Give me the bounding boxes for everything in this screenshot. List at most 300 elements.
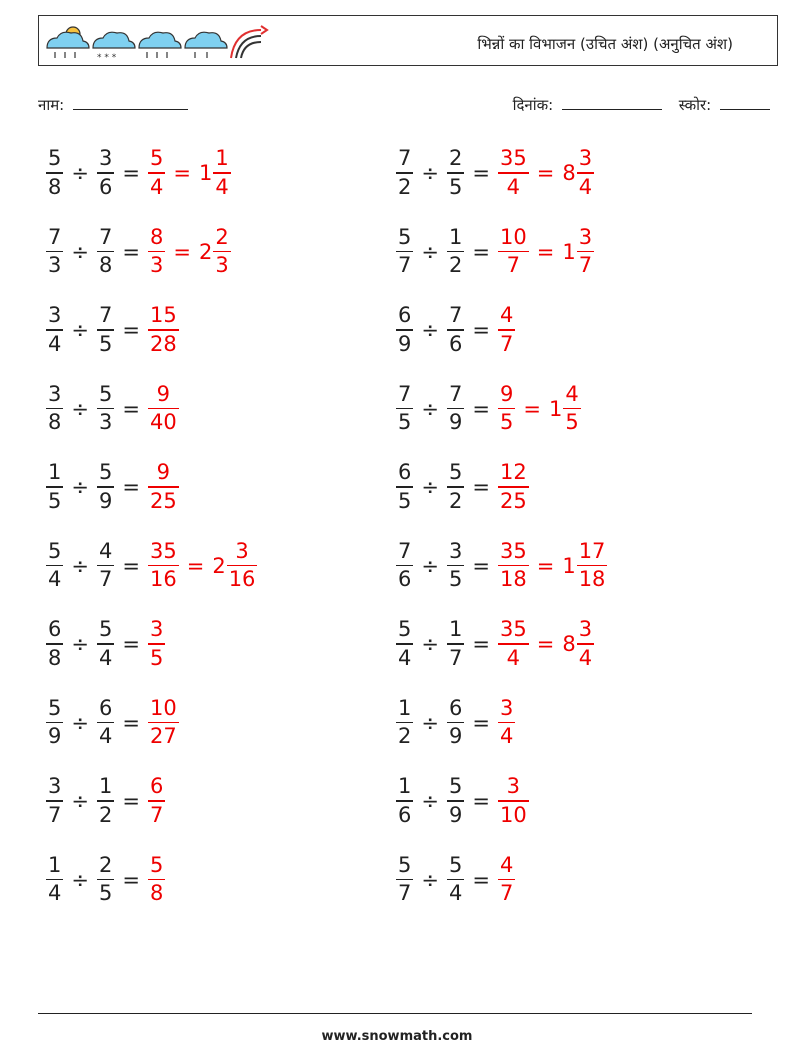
dividend-fraction-numerator: 7 [398, 381, 412, 406]
sun-cloud-icon [47, 27, 89, 58]
dividend-fraction-numerator: 7 [398, 538, 412, 563]
mixed-whole: 8 [562, 161, 576, 185]
problem-10 [396, 454, 529, 520]
answer-fraction [498, 462, 529, 512]
answer-fraction-numerator: 9 [156, 381, 171, 406]
footer-url: www.snowmath.com [321, 1029, 473, 1044]
dividend-fraction [396, 776, 413, 826]
mixed-denominator: 16 [228, 567, 256, 592]
answer-equals-sign: = [536, 161, 555, 185]
divisor-fraction-denominator: 7 [98, 567, 113, 592]
mixed-denominator: 18 [578, 567, 606, 592]
divisor-fraction-denominator: 5 [98, 881, 113, 906]
answer-fraction-denominator: 5 [149, 645, 164, 670]
divisor-fraction-numerator: 6 [448, 695, 463, 720]
mixed-fraction [577, 538, 608, 592]
dividend-fraction-numerator: 1 [48, 460, 62, 485]
answer [148, 224, 231, 278]
equals-sign: = [122, 396, 140, 421]
answer-fraction-numerator: 3 [149, 617, 164, 642]
divisor-fraction [97, 462, 114, 512]
divisor-fraction-denominator: 4 [98, 724, 113, 749]
dividend-fraction-denominator: 7 [398, 253, 412, 278]
answer [148, 695, 179, 749]
divide-sign: ÷ [71, 789, 89, 813]
answer [498, 538, 607, 592]
mixed-whole: 1 [562, 553, 576, 578]
problem-20 [396, 847, 515, 913]
mixed-fraction [227, 538, 258, 592]
answer-fraction-denominator: 28 [149, 331, 177, 356]
problem-11 [46, 533, 257, 599]
equals-sign: = [122, 239, 140, 264]
answer-fraction-numerator: 35 [499, 617, 527, 642]
divide-sign: ÷ [421, 239, 439, 264]
answer-fraction-denominator: 10 [499, 802, 527, 827]
mixed-denominator: 4 [578, 645, 593, 670]
divisor-fraction [447, 538, 464, 592]
answer-fraction-denominator: 4 [499, 724, 514, 749]
dividend-fraction [396, 538, 413, 592]
answer [498, 224, 594, 278]
mixed-numerator: 1 [215, 146, 229, 171]
dividend-fraction [46, 462, 63, 512]
answer-fraction [148, 224, 165, 278]
equals-sign: = [472, 710, 490, 735]
answer-fraction-denominator: 7 [149, 802, 164, 827]
dividend-fraction-denominator: 9 [48, 724, 62, 749]
answer [148, 538, 257, 592]
problem-7 [46, 376, 179, 442]
divide-sign: ÷ [421, 161, 439, 185]
mixed-denominator: 3 [215, 253, 229, 278]
dividend-fraction [396, 224, 413, 278]
dividend-fraction [46, 381, 63, 435]
dividend-fraction-denominator: 8 [48, 174, 62, 199]
dividend-fraction-numerator: 6 [398, 460, 412, 485]
dividend-fraction-denominator: 5 [398, 410, 412, 435]
divide-sign: ÷ [71, 710, 89, 735]
dividend-fraction-numerator: 5 [398, 852, 412, 877]
answer-fraction [498, 852, 515, 906]
mixed-fraction [577, 619, 594, 669]
divide-sign: ÷ [71, 318, 89, 342]
divide-sign: ÷ [71, 396, 89, 421]
divisor-fraction [97, 695, 114, 749]
dividend-fraction-denominator: 4 [48, 881, 62, 906]
problem-15 [46, 690, 179, 756]
divisor-fraction-numerator: 7 [98, 303, 113, 328]
divide-sign: ÷ [421, 710, 439, 735]
divisor-fraction-numerator: 5 [98, 617, 113, 642]
divide-sign: ÷ [71, 239, 89, 264]
divisor-fraction-denominator: 2 [98, 802, 113, 827]
problem-1 [46, 140, 231, 206]
divisor-fraction [97, 381, 114, 435]
divisor-fraction-denominator: 2 [448, 253, 463, 278]
divisor-fraction-denominator: 4 [98, 645, 113, 670]
dividend-fraction-denominator: 5 [398, 488, 412, 513]
dividend-fraction [46, 224, 63, 278]
equals-sign: = [472, 161, 490, 185]
divisor-fraction-numerator: 2 [98, 852, 113, 877]
answer-fraction-numerator: 10 [149, 695, 177, 720]
divisor-fraction-numerator: 3 [98, 146, 113, 171]
equals-sign: = [122, 789, 140, 813]
dividend-fraction-numerator: 1 [398, 695, 412, 720]
problem-19 [46, 847, 165, 913]
divisor-fraction [97, 619, 114, 669]
divisor-fraction-denominator: 7 [448, 645, 463, 670]
divisor-fraction-denominator: 6 [98, 174, 113, 199]
problem-17 [46, 768, 165, 834]
dividend-fraction-numerator: 3 [48, 381, 62, 406]
answer [498, 852, 515, 906]
equals-sign: = [472, 396, 490, 421]
dividend-fraction-numerator: 6 [48, 617, 62, 642]
answer-fraction-numerator: 4 [499, 303, 514, 328]
divisor-fraction-numerator: 4 [98, 538, 113, 563]
equals-sign: = [122, 475, 140, 499]
answer-fraction-numerator: 3 [499, 695, 514, 720]
answer-fraction-numerator: 9 [156, 460, 171, 485]
mixed-denominator: 4 [215, 174, 229, 199]
equals-sign: = [472, 553, 490, 578]
answer [148, 619, 165, 669]
answer-fraction-numerator: 9 [499, 381, 514, 406]
dividend-fraction-denominator: 8 [48, 410, 62, 435]
divisor-fraction-denominator: 6 [448, 331, 463, 356]
equals-sign: = [472, 475, 490, 499]
mixed-fraction [577, 148, 594, 198]
answer-fraction-denominator: 8 [149, 881, 164, 906]
mixed-numerator: 3 [235, 538, 249, 563]
divisor-fraction [447, 305, 464, 355]
dividend-fraction-denominator: 8 [48, 645, 62, 670]
answer-fraction [498, 148, 529, 198]
score-label: स्कोर: [678, 96, 712, 114]
divisor-fraction-numerator: 5 [448, 852, 463, 877]
answer [498, 381, 581, 435]
dividend-fraction-numerator: 7 [48, 224, 62, 249]
date-score-fields [513, 95, 770, 115]
date-line [562, 95, 662, 110]
mixed-denominator: 7 [578, 253, 593, 278]
answer-fraction [498, 619, 529, 669]
problem-4 [396, 219, 594, 285]
divisor-fraction-denominator: 8 [98, 253, 113, 278]
mixed-numerator: 4 [565, 381, 579, 406]
mixed-numerator: 17 [578, 538, 606, 563]
rainbow-icon [231, 26, 267, 58]
answer [498, 695, 515, 749]
answer-fraction [148, 619, 165, 669]
equals-sign: = [122, 161, 140, 185]
answer-equals-sign: = [536, 553, 555, 578]
problem-16 [396, 690, 515, 756]
dividend-fraction-denominator: 2 [398, 724, 412, 749]
answer-fraction-numerator: 6 [149, 774, 164, 799]
answer-fraction-denominator: 25 [149, 488, 177, 513]
dividend-fraction [396, 695, 413, 749]
mixed-whole: 2 [198, 239, 213, 264]
answer-fraction-numerator: 35 [499, 146, 527, 171]
problem-3 [46, 219, 231, 285]
equals-sign: = [122, 632, 140, 656]
answer-equals-sign: = [186, 553, 205, 578]
divisor-fraction [97, 852, 114, 906]
dividend-fraction-denominator: 7 [398, 881, 412, 906]
mixed-whole: 1 [198, 161, 213, 185]
answer [498, 305, 515, 355]
dividend-fraction [46, 148, 63, 198]
answer-equals-sign: = [536, 239, 555, 264]
divide-sign: ÷ [421, 789, 439, 813]
equals-sign: = [472, 789, 490, 813]
mixed-fraction [213, 224, 230, 278]
mixed-fraction [563, 381, 580, 435]
snow-cloud-icon [93, 32, 135, 63]
answer-fraction [498, 305, 515, 355]
dividend-fraction-numerator: 1 [48, 852, 62, 877]
answer [498, 619, 594, 669]
answer-fraction-numerator: 35 [499, 538, 527, 563]
problem-5 [46, 297, 179, 363]
answer-fraction-numerator: 3 [506, 774, 521, 799]
divisor-fraction-numerator: 5 [448, 774, 463, 799]
divisor-fraction [97, 224, 114, 278]
equals-sign: = [122, 867, 140, 892]
answer-fraction [148, 381, 179, 435]
answer-fraction-denominator: 25 [499, 488, 527, 513]
answer-equals-sign: = [173, 239, 191, 264]
answer-fraction-denominator: 4 [506, 174, 521, 199]
divide-sign: ÷ [71, 632, 89, 656]
mixed-numerator: 2 [215, 224, 229, 249]
problem-6 [396, 297, 515, 363]
divisor-fraction-numerator: 3 [448, 538, 463, 563]
answer-fraction-numerator: 10 [499, 224, 527, 249]
answer-fraction [498, 381, 515, 435]
divisor-fraction [447, 462, 464, 512]
mixed-numerator: 3 [578, 146, 593, 171]
answer-fraction-numerator: 5 [149, 852, 164, 877]
dividend-fraction [396, 462, 413, 512]
divisor-fraction-denominator: 5 [448, 174, 463, 199]
name-label: नाम: [38, 96, 65, 114]
mixed-denominator: 5 [565, 410, 579, 435]
dividend-fraction-denominator: 7 [48, 802, 62, 827]
divisor-fraction-numerator: 1 [448, 224, 463, 249]
dividend-fraction-numerator: 1 [398, 774, 412, 799]
dividend-fraction [46, 695, 63, 749]
answer-fraction [148, 462, 179, 512]
answer-fraction-numerator: 8 [149, 224, 164, 249]
dividend-fraction-numerator: 5 [398, 617, 412, 642]
equals-sign: = [122, 318, 140, 342]
score-line [720, 95, 770, 110]
dividend-fraction-denominator: 6 [398, 802, 412, 827]
divisor-fraction [97, 305, 114, 355]
dividend-fraction-denominator: 4 [398, 645, 412, 670]
storm-cloud-icon [185, 32, 227, 58]
divisor-fraction-denominator: 4 [448, 881, 463, 906]
answer-equals-sign: = [523, 396, 541, 421]
equals-sign: = [472, 318, 490, 342]
answer-fraction [498, 695, 515, 749]
rain-cloud-icon [139, 32, 181, 58]
divisor-fraction-numerator: 7 [448, 303, 463, 328]
answer-fraction-numerator: 35 [149, 538, 177, 563]
dividend-fraction-numerator: 3 [48, 774, 62, 799]
dividend-fraction-denominator: 6 [398, 567, 412, 592]
dividend-fraction [46, 776, 63, 826]
divisor-fraction-denominator: 9 [448, 802, 463, 827]
mixed-whole: 8 [562, 632, 576, 656]
dividend-fraction [46, 305, 63, 355]
divisor-fraction-denominator: 2 [448, 488, 463, 513]
name-field [38, 95, 188, 115]
dividend-fraction-numerator: 7 [398, 146, 412, 171]
dividend-fraction [46, 852, 63, 906]
answer-fraction-numerator: 4 [499, 852, 514, 877]
divisor-fraction-denominator: 5 [448, 567, 463, 592]
divisor-fraction-denominator: 5 [98, 331, 113, 356]
answer-fraction-numerator: 15 [149, 303, 177, 328]
divisor-fraction [447, 776, 464, 826]
mixed-numerator: 3 [578, 224, 593, 249]
answer-fraction-denominator: 27 [149, 724, 177, 749]
divisor-fraction [447, 619, 464, 669]
divisor-fraction [97, 538, 114, 592]
dividend-fraction-denominator: 5 [48, 488, 62, 513]
answer-fraction-denominator: 5 [499, 410, 514, 435]
answer-fraction-denominator: 16 [149, 567, 177, 592]
answer-fraction-numerator: 5 [149, 146, 164, 171]
divisor-fraction-numerator: 6 [98, 695, 113, 720]
page-title: भिन्नों का विभाजन (उचित अंश) (अनुचित अंश) [477, 35, 733, 53]
problem-2 [396, 140, 594, 206]
dividend-fraction-numerator: 5 [398, 224, 412, 249]
divide-sign: ÷ [421, 867, 439, 892]
dividend-fraction [396, 852, 413, 906]
divide-sign: ÷ [71, 475, 89, 499]
mixed-whole: 1 [562, 239, 576, 264]
answer-fraction [148, 305, 179, 355]
dividend-fraction-denominator: 9 [398, 331, 412, 356]
divisor-fraction [447, 695, 464, 749]
answer-fraction-denominator: 40 [149, 410, 177, 435]
dividend-fraction-numerator: 5 [48, 146, 62, 171]
date-label: दिनांक: [512, 96, 554, 114]
answer-fraction-denominator: 7 [506, 253, 521, 278]
divide-sign: ÷ [421, 632, 439, 656]
dividend-fraction [396, 619, 413, 669]
mixed-denominator: 4 [578, 174, 593, 199]
divisor-fraction-numerator: 7 [448, 381, 463, 406]
divisor-fraction-denominator: 9 [98, 488, 113, 513]
dividend-fraction-numerator: 5 [48, 695, 62, 720]
answer [148, 148, 231, 198]
divisor-fraction-numerator: 2 [448, 146, 463, 171]
answer [148, 305, 179, 355]
problem-8 [396, 376, 581, 442]
answer-fraction-denominator: 4 [506, 645, 521, 670]
divisor-fraction-denominator: 9 [448, 724, 463, 749]
answer-equals-sign: = [536, 632, 555, 656]
answer [148, 381, 179, 435]
divisor-fraction-denominator: 9 [448, 410, 463, 435]
dividend-fraction-numerator: 5 [48, 538, 62, 563]
equals-sign: = [122, 553, 140, 578]
problem-12 [396, 533, 607, 599]
answer-fraction-denominator: 7 [499, 881, 514, 906]
answer-fraction [498, 538, 529, 592]
answer-fraction-numerator: 12 [499, 460, 527, 485]
dividend-fraction-denominator: 2 [398, 174, 412, 199]
answer-fraction [148, 148, 165, 198]
divisor-fraction-denominator: 3 [98, 410, 113, 435]
answer-equals-sign: = [173, 161, 191, 185]
answer [498, 462, 529, 512]
svg-text:* * *: * * * [97, 53, 117, 63]
weather-icons [41, 18, 271, 64]
divisor-fraction-numerator: 5 [98, 381, 113, 406]
answer-fraction-denominator: 7 [499, 331, 514, 356]
dividend-fraction-denominator: 4 [48, 567, 62, 592]
answer-fraction [498, 776, 529, 826]
dividend-fraction-denominator: 4 [48, 331, 62, 356]
mixed-numerator: 3 [578, 617, 593, 642]
equals-sign: = [472, 867, 490, 892]
dividend-fraction-numerator: 3 [48, 303, 62, 328]
divisor-fraction-numerator: 5 [98, 460, 113, 485]
dividend-fraction [396, 381, 413, 435]
answer-fraction [148, 776, 165, 826]
mixed-fraction [213, 148, 230, 198]
footer-divider [38, 1013, 752, 1014]
divisor-fraction-numerator: 7 [98, 224, 113, 249]
answer-fraction [498, 224, 529, 278]
answer [148, 462, 179, 512]
divisor-fraction [447, 224, 464, 278]
divisor-fraction [97, 148, 114, 198]
mixed-fraction [577, 224, 594, 278]
answer-fraction-denominator: 18 [499, 567, 527, 592]
answer-fraction [148, 538, 179, 592]
answer-fraction [148, 852, 165, 906]
divide-sign: ÷ [421, 475, 439, 499]
dividend-fraction [46, 619, 63, 669]
mixed-whole: 2 [212, 553, 226, 578]
dividend-fraction [396, 305, 413, 355]
answer-fraction-denominator: 4 [149, 174, 164, 199]
problem-9 [46, 454, 179, 520]
answer-fraction [148, 695, 179, 749]
answer [498, 148, 594, 198]
equals-sign: = [472, 239, 490, 264]
divide-sign: ÷ [421, 553, 439, 578]
header-box [38, 15, 778, 66]
divisor-fraction-numerator: 1 [98, 774, 113, 799]
divide-sign: ÷ [71, 161, 89, 185]
dividend-fraction [46, 538, 63, 592]
divide-sign: ÷ [421, 396, 439, 421]
divisor-fraction-numerator: 1 [448, 617, 463, 642]
answer [498, 776, 529, 826]
divide-sign: ÷ [421, 318, 439, 342]
dividend-fraction [396, 148, 413, 198]
